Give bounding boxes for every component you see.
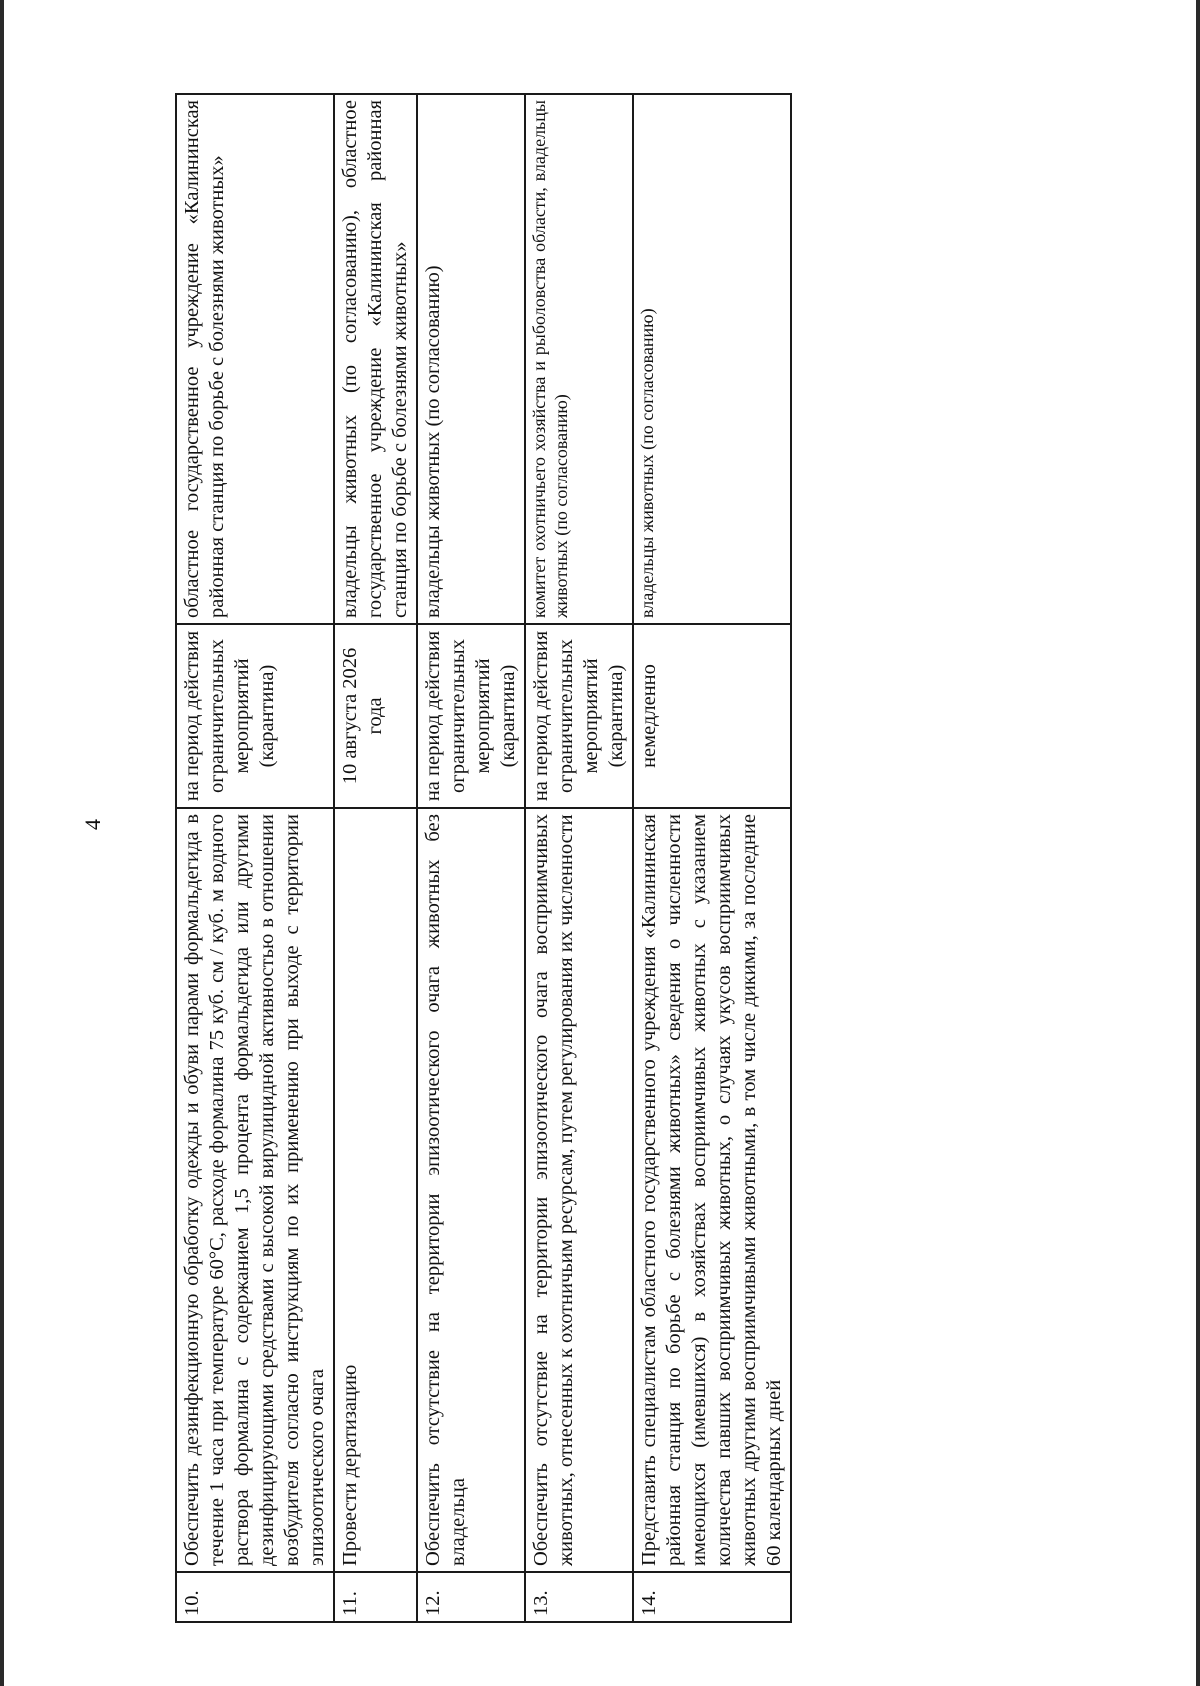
- row-number: 13.: [525, 1572, 633, 1622]
- scan-edge-left: [0, 0, 4, 1686]
- row-responsible: владельцы животных (по согласованию), областное государственное учреждение «Калининская районная станция по борьбе с болезнями животных»: [334, 94, 417, 624]
- row-term: немедленно: [633, 624, 791, 808]
- row-term: 10 августа 2026 года: [334, 624, 417, 808]
- table-row: [176, 94, 334, 1622]
- row-term: на период действия ограничительных мероприятий (карантина): [176, 624, 334, 808]
- row-action: Представить специалистам областного государственного учреждения «Калининская районная станция по борьбе с болезнями животных» сведения о численности имеющихся (имевшихся) в хозяйствах восприимчивых животных с указанием количества павших восприимчивых животных, о случаях укусов восприимчивых животных другими восприимчивыми животными, в том числе дикими, за последние 60 календарных дней: [633, 808, 791, 1572]
- row-number: 10.: [176, 1572, 334, 1622]
- row-action: Провести дератизацию: [334, 808, 417, 1572]
- row-action: Обеспечить отсутствие на территории эпизоотического очага животных без владельца: [417, 808, 525, 1572]
- page-number: 4: [80, 819, 105, 830]
- row-number: 14.: [633, 1572, 791, 1622]
- row-responsible: владельцы животных (по согласованию): [633, 94, 791, 624]
- row-number: 12.: [417, 1572, 525, 1622]
- table-row: [633, 94, 791, 1622]
- table-row: [417, 94, 525, 1622]
- scan-edge-right: [1196, 0, 1200, 1686]
- row-action: Обеспечить отсутствие на территории эпизоотического очага восприимчивых животных, отнесенных к охотничьим ресурсам, путем регулирования их численности: [525, 808, 633, 1572]
- table-row: [525, 94, 633, 1622]
- row-action: Обеспечить дезинфекционную обработку одежды и обуви парами формальдегида в течение 1 часа при температуре 60°С, расходе формалина 75 куб. см / куб. м водного раствора формалина с содержанием 1,5 процента формальдегида или другими дезинфицирующими средствами с высокой вирулицидной активностью в отношении возбудителя согласно инструкциям по их применению при выходе с территории эпизоотического очага: [176, 808, 334, 1572]
- row-responsible: комитет охотничьего хозяйства и рыболовства области, владельцы животных (по согласованию): [525, 94, 633, 624]
- row-term: на период действия ограничительных мероприятий (карантина): [525, 624, 633, 808]
- row-term: на период действия ограничительных мероприятий (карантина): [417, 624, 525, 808]
- row-responsible: владельцы животных (по согласованию): [417, 94, 525, 624]
- table-row: [334, 94, 417, 1622]
- row-responsible: областное государственное учреждение «Калининская районная станция по борьбе с болезнями животных»: [176, 94, 334, 624]
- row-number: 11.: [334, 1572, 417, 1622]
- measures-table: [175, 93, 792, 1623]
- rotated-table-wrapper: [175, 100, 792, 1623]
